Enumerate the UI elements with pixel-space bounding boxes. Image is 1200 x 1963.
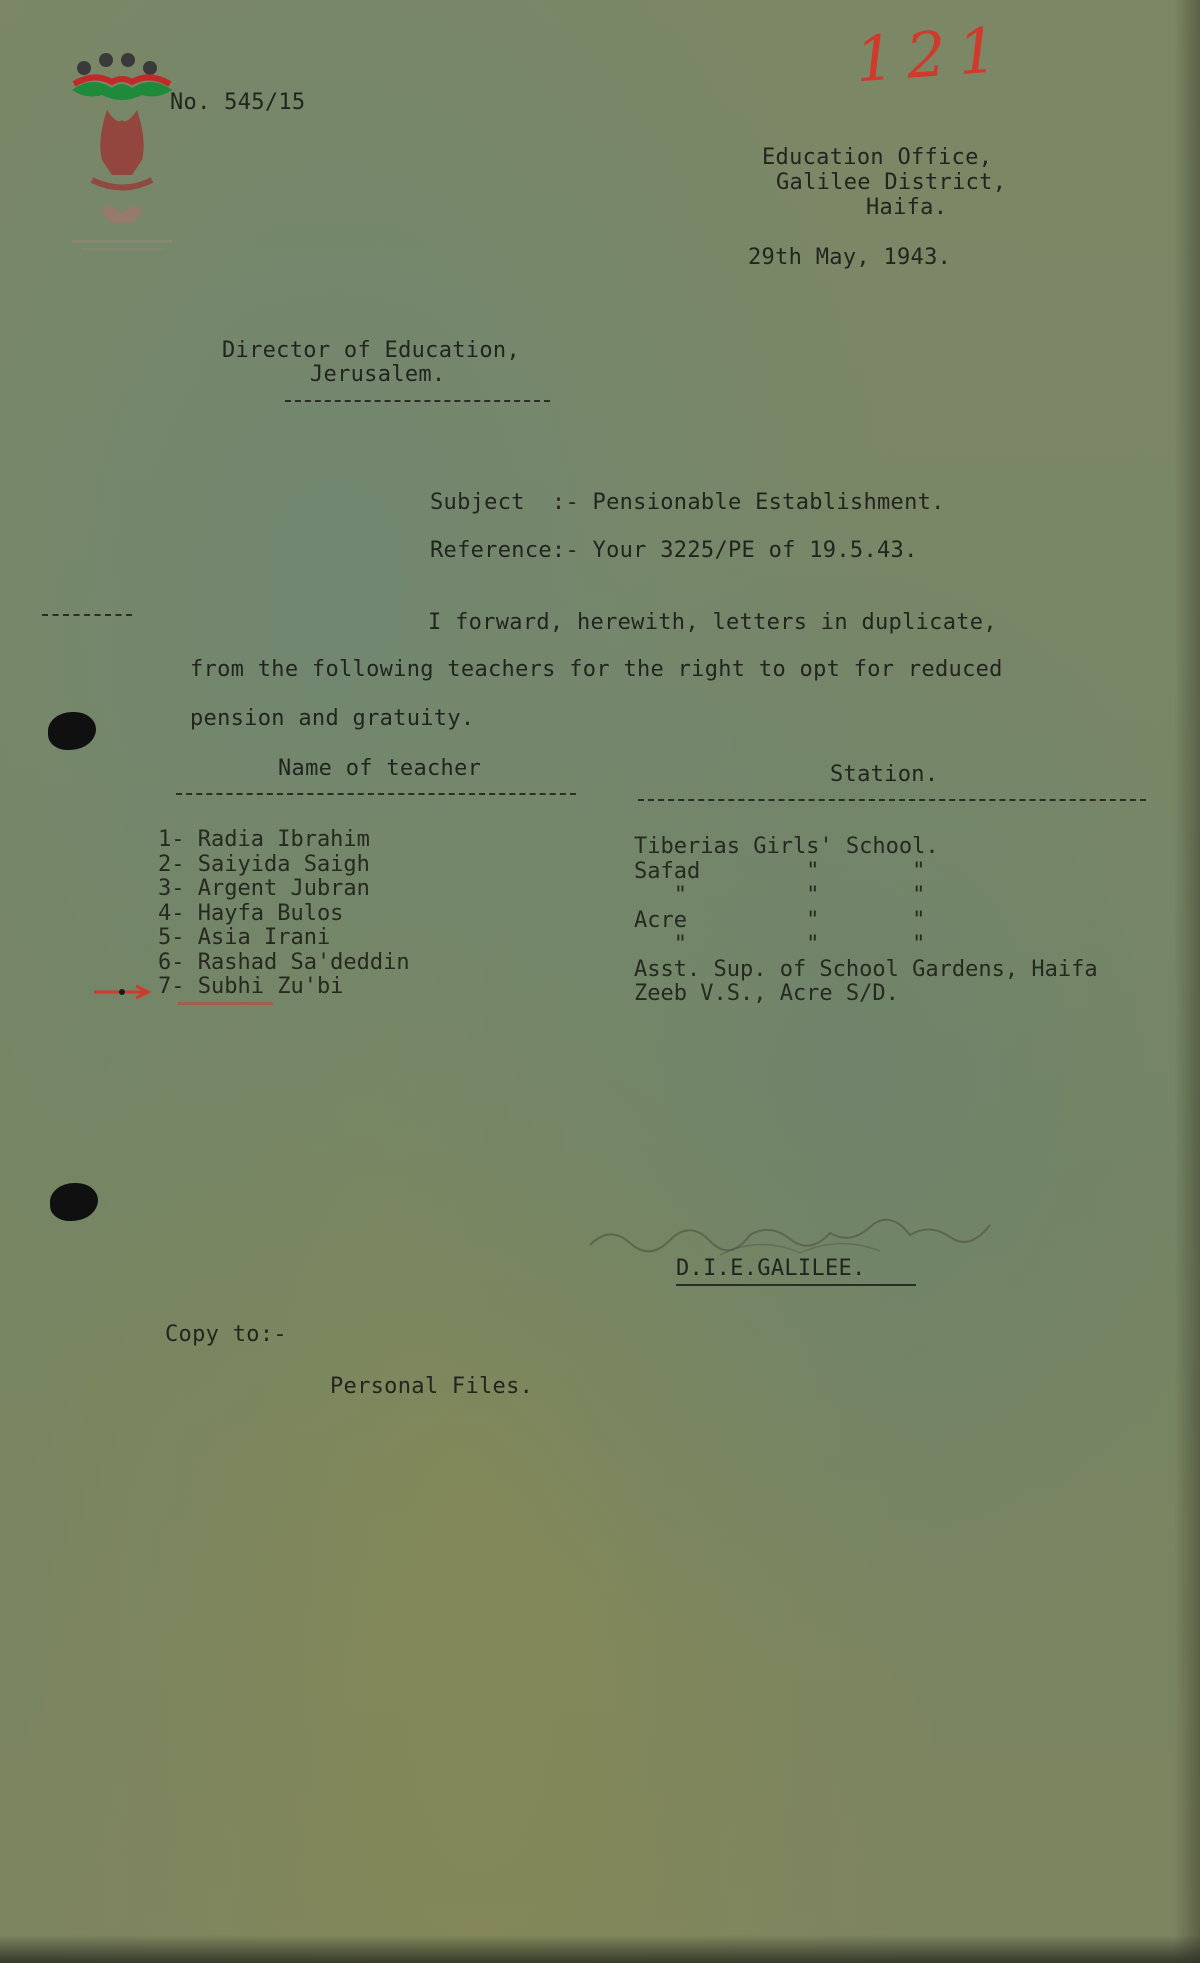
list-item: Tiberias Girls' School. (634, 834, 939, 859)
body-line-1: I forward, herewith, letters in duplicate, (428, 610, 997, 635)
folio-number: 121 (852, 12, 1012, 97)
list-item: 4- Hayfa Bulos (158, 900, 344, 926)
body-line-2: from the following teachers for the right to opt for reduced (190, 657, 1003, 682)
paper-edge-shadow (1174, 0, 1200, 1963)
archive-logo-icon (62, 50, 182, 260)
list-item: Acre " " (634, 907, 926, 933)
signature-underline (676, 1284, 916, 1286)
list-item: Safad " " (634, 858, 926, 884)
recipient-line-1: Director of Education, (222, 338, 520, 363)
list-item: 5- Asia Irani (158, 925, 331, 950)
punch-hole-top (48, 712, 96, 750)
body-line-3: pension and gratuity. (190, 706, 475, 731)
sender-line-3: Haifa. (866, 195, 948, 220)
sender-line-1: Education Office, (762, 145, 993, 170)
signature-block: D.I.E.GALILEE. (676, 1256, 866, 1281)
teacher-list (158, 828, 410, 1000)
station-column-header: Station. (830, 762, 939, 787)
recipient-underline (285, 400, 550, 402)
list-item: 1- Radia Ibrahim (158, 827, 370, 852)
punch-hole-bottom (50, 1183, 98, 1221)
subject-line: Subject :- Pensionable Establishment. (430, 490, 945, 515)
list-item: Zeeb V.S., Acre S/D. (634, 981, 899, 1006)
list-item: " " " (634, 883, 926, 908)
sender-line-2: Galilee District, (776, 170, 1007, 195)
letter-date: 29th May, 1943. (748, 245, 952, 270)
red-pencil-arrow-icon (92, 985, 152, 999)
recipient-line-2: Jerusalem. (310, 362, 446, 387)
list-item: 3- Argent Jubran (158, 876, 370, 901)
copy-to-label: Copy to:- (165, 1322, 287, 1347)
station-header-rule (638, 799, 1146, 801)
list-item: Asst. Sup. of School Gardens, Haifa (634, 956, 1098, 982)
list-item: 6- Rashad Sa'deddin (158, 949, 410, 975)
copy-to-value: Personal Files. (330, 1374, 534, 1399)
red-pencil-underline (178, 1002, 273, 1005)
margin-dash (42, 614, 132, 616)
paper-bottom-edge (0, 1935, 1200, 1963)
list-item: 2- Saiyida Saigh (158, 851, 370, 877)
reference-number: No. 545/15 (170, 90, 306, 115)
list-item: 7- Subhi Zu'bi (158, 974, 344, 999)
station-list (634, 835, 1098, 1007)
reference-line: Reference:- Your 3225/PE of 19.5.43. (430, 538, 918, 563)
list-item: " " " (634, 932, 926, 957)
teacher-column-header: Name of teacher (278, 756, 482, 781)
teacher-header-rule (176, 793, 576, 795)
